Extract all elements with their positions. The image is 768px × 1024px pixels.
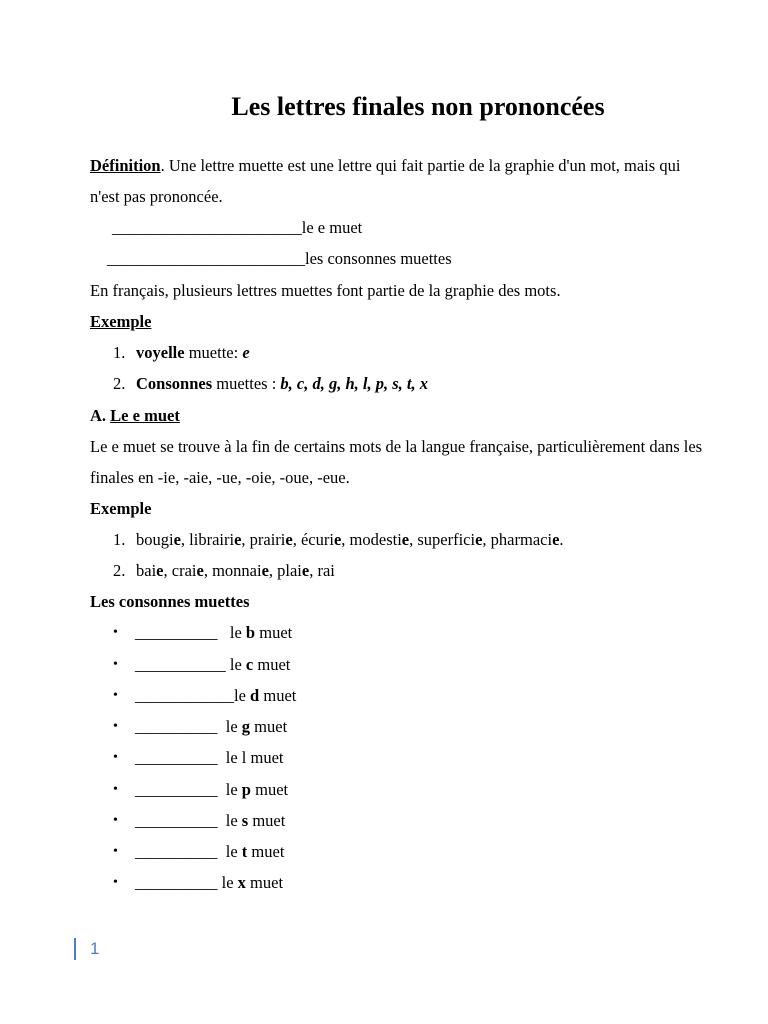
muet-label: muet: [253, 655, 291, 674]
intro-text: En français, plusieurs lettres muettes font partie de la graphie des mots.: [90, 281, 561, 300]
list-item-consonne: [135, 717, 287, 737]
word: librairie,: [189, 530, 250, 549]
article: le: [225, 623, 246, 642]
list-item-consonne: [135, 686, 296, 706]
fill-blank: __________: [135, 780, 222, 799]
muet-label: muet: [245, 873, 284, 892]
definition-line-1: [90, 156, 680, 176]
page-title: Les lettres finales non prononcées: [231, 92, 605, 121]
fill-blank: ___________: [135, 655, 226, 674]
list-item-voyelle: [136, 343, 250, 363]
section-a-heading: [90, 406, 180, 426]
definition-line-2: n'est pas prononcée.: [90, 187, 223, 206]
fill-blank: __________: [135, 842, 222, 861]
item-text: muettes :: [212, 374, 281, 393]
blank-label: les consonnes muettes: [305, 249, 452, 268]
item-letters: e: [242, 343, 250, 362]
word: superficie,: [417, 530, 491, 549]
word: prairie,: [249, 530, 301, 549]
item-bold: voyelle: [136, 343, 185, 362]
bullet-marker: •: [113, 813, 118, 828]
muet-label: muet: [250, 780, 289, 799]
definition-label: Définition: [90, 156, 161, 175]
word: modestie,: [349, 530, 418, 549]
silent-letter: x: [237, 873, 246, 892]
article: le: [234, 686, 251, 705]
fill-blank: ____________: [135, 686, 234, 705]
silent-letter: c: [245, 655, 254, 674]
list-item-consonne: [135, 623, 292, 643]
word: craie,: [171, 561, 213, 580]
article: le: [221, 811, 242, 830]
muet-label: muet: [250, 717, 288, 736]
fill-blank: ________________________: [107, 249, 305, 268]
muet-label: muet: [248, 811, 286, 830]
muet-label: muet: [255, 623, 293, 642]
bullet-marker: •: [113, 625, 118, 640]
blank-line-e-muet: [112, 218, 362, 238]
bullet-marker: •: [113, 875, 118, 890]
article: le: [221, 780, 242, 799]
muet-label: muet: [247, 842, 285, 861]
list-item-aie-words: [136, 561, 335, 581]
fill-blank: __________: [135, 623, 226, 642]
item-letters: b, c, d, g, h, l, p, s, t, x: [280, 374, 428, 393]
list-item-consonne: [135, 655, 290, 675]
list-number: 2.: [113, 374, 126, 393]
silent-letter: l: [241, 748, 247, 767]
article: le: [217, 873, 238, 892]
list-item-consonne: [135, 780, 288, 800]
list-item-ie-words: [136, 530, 564, 550]
bullet-marker: •: [113, 688, 118, 703]
silent-letter: d: [250, 686, 260, 705]
word: baie,: [136, 561, 172, 580]
section-a-prefix: A.: [90, 406, 111, 425]
item-text: muette:: [184, 343, 243, 362]
list-item-consonne: [135, 873, 283, 893]
silent-letter: p: [241, 780, 251, 799]
word: monnaie,: [212, 561, 278, 580]
silent-letter: b: [245, 623, 256, 642]
item-bold: Consonnes: [136, 374, 213, 393]
article: le: [221, 842, 242, 861]
bullet-marker: •: [113, 782, 118, 797]
article: le: [225, 655, 246, 674]
word: plaie,: [277, 561, 318, 580]
article: le: [221, 748, 242, 767]
section-a-line-1: Le e muet se trouve à la fin de certains mots de la langue française, particulièrement dans les: [90, 437, 703, 456]
silent-letter: t: [241, 842, 248, 861]
fill-blank: __________: [135, 873, 218, 892]
word: bougie,: [136, 530, 190, 549]
muet-label: muet: [246, 748, 284, 767]
section-a-line-2: finales en -ie, -aie, -ue, -oie, -oue, -eue.: [90, 468, 350, 487]
bullet-marker: •: [113, 719, 118, 734]
consonnes-heading: Les consonnes muettes: [90, 592, 250, 611]
list-item-consonne: [135, 748, 284, 768]
fill-blank: __________: [135, 748, 222, 767]
exemple-heading-2: Exemple: [90, 499, 152, 518]
list-item-consonne: [135, 811, 285, 831]
silent-letter: s: [241, 811, 249, 830]
blank-label: le e muet: [301, 218, 363, 237]
section-a-label: Le e muet: [110, 406, 180, 425]
bullet-marker: •: [113, 844, 118, 859]
page-number: 1: [74, 938, 99, 960]
blank-line-consonnes: [107, 249, 452, 269]
article: le: [221, 717, 242, 736]
list-item-consonnes: [136, 374, 428, 394]
list-number: 2.: [113, 561, 126, 580]
definition-text: . Une lettre muette est une lettre qui fait partie de la graphie d'un mot, mais qui: [160, 156, 681, 175]
list-item-consonne: [135, 842, 284, 862]
exemple-heading-1: Exemple: [90, 312, 152, 331]
word: pharmacie.: [490, 530, 564, 549]
fill-blank: __________: [135, 717, 222, 736]
fill-blank: _______________________: [112, 218, 302, 237]
word: écurie,: [300, 530, 350, 549]
muet-label: muet: [259, 686, 297, 705]
list-number: 1.: [113, 530, 126, 549]
list-number: 1.: [113, 343, 126, 362]
fill-blank: __________: [135, 811, 222, 830]
word: rai: [317, 561, 335, 580]
bullet-marker: •: [113, 657, 118, 672]
silent-letter: g: [241, 717, 251, 736]
bullet-marker: •: [113, 750, 118, 765]
